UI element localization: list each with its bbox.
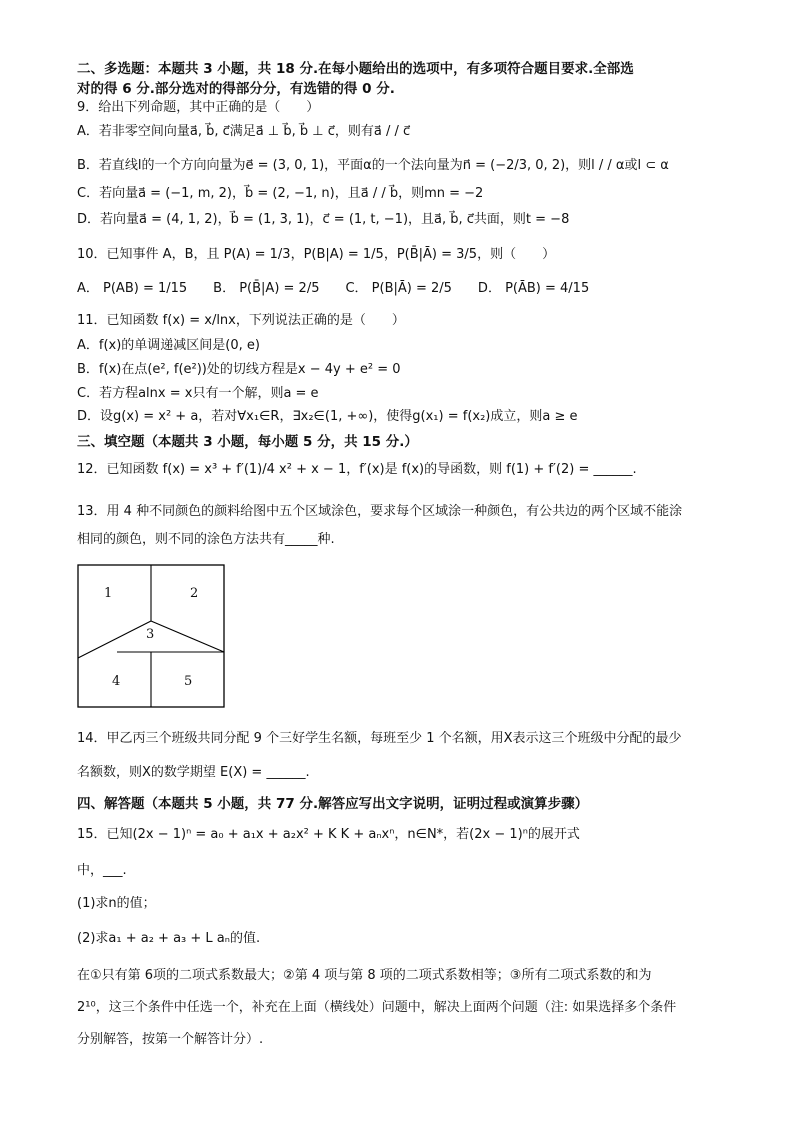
q9-option-a: A．若非零空间向量a⃗, b⃗, c⃗满足a⃗ ⊥ b⃗, b⃗ ⊥ c⃗，则有a⃗ / / c⃗ bbox=[77, 124, 411, 139]
q11-stem: 11．已知函数 f(x) = x/lnx，下列说法正确的是（ ） bbox=[77, 313, 405, 328]
q11-option-a: A．f(x)的单调递减区间是(0, e) bbox=[77, 338, 260, 353]
q9-option-c: C．若向量a⃗ = (−1, m, 2)，b⃗ = (2, −1, n)，且a⃗ / / b⃗，则mn = −2 bbox=[77, 186, 484, 201]
region-1-label: 1 bbox=[104, 586, 113, 601]
answer-section-header: 四、解答题（本题共 5 小题，共 77 分.解答应写出文字说明，证明过程或演算步骤） bbox=[77, 796, 589, 812]
q15-part1: (1)求n的值； bbox=[77, 896, 156, 911]
q9-option-d: D．若向量a⃗ = (4, 1, 2)，b⃗ = (1, 3, 1)，c⃗ = (1, t, −1)，且a⃗, b⃗, c⃗共面，则t = −8 bbox=[77, 212, 570, 227]
q15-part2: (2)求a₁ + a₂ + a₃ + L aₙ的值. bbox=[77, 931, 261, 946]
q12-text: 12．已知函数 f(x) = x³ + f′(1)/4 x² + x − 1，f′(x)是 f(x)的导函数，则 f(1) + f′(2) = ______. bbox=[77, 462, 637, 477]
fill-in-header: 三、填空题（本题共 3 小题，每小题 5 分，共 15 分.） bbox=[77, 434, 418, 450]
q11-option-d: D．设g(x) = x² + a，若对∀x₁∈R，∃x₂∈(1, +∞)，使得g(x₁) = f(x₂)成立，则a ≥ e bbox=[77, 409, 578, 424]
region-2-label: 2 bbox=[190, 586, 199, 601]
q15-condition-line1: 在①只有第 6项的二项式系数最大；②第 4 项与第 8 项的二项式系数相等；③所有二项式系数的和为 bbox=[77, 968, 652, 983]
q9-stem: 9．给出下列命题，其中正确的是（ ） bbox=[77, 100, 320, 115]
q15-line1: 15．已知(2x − 1)ⁿ = a₀ + a₁x + a₂x² + K K + aₙxⁿ，n∈N*，若(2x − 1)ⁿ的展开式 bbox=[77, 827, 580, 842]
multi-choice-header-line2: 对的得 6 分.部分选对的得部分分，有选错的得 0 分. bbox=[77, 81, 395, 97]
region-4-label: 4 bbox=[112, 674, 121, 689]
q15-line2: 中，___. bbox=[77, 863, 127, 878]
q14-line2: 名额数，则X的数学期望 E(X) = ______. bbox=[77, 765, 310, 780]
q11-option-c: C．若方程alnx = x只有一个解，则a = e bbox=[77, 386, 319, 401]
q13-region-figure bbox=[77, 564, 225, 708]
q15-condition-line3: 分别解答，按第一个解答计分）. bbox=[77, 1032, 264, 1047]
q10-options: A． P(AB) = 1/15 B． P(B̄|A) = 2/5 C． P(B|Ā) = 2/5 D． P(ĀB) = 4/15 bbox=[77, 281, 590, 296]
q11-option-b: B．f(x)在点(e², f(e²))处的切线方程是x − 4y + e² = 0 bbox=[77, 362, 401, 377]
q9-option-b: B．若直线l的一个方向向量为e⃗ = (3, 0, 1)，平面α的一个法向量为n⃗ = (−2/3, 0, 2)，则l / / α或l ⊂ α bbox=[77, 158, 669, 173]
region-5-label: 5 bbox=[184, 674, 193, 689]
q13-line2: 相同的颜色，则不同的涂色方法共有_____种. bbox=[77, 532, 335, 547]
q13-line1: 13．用 4 种不同颜色的颜料给图中五个区域涂色，要求每个区域涂一种颜色，有公共边的两个区域不能涂 bbox=[77, 504, 683, 519]
multi-choice-header-line1: 二、多选题：本题共 3 小题，共 18 分.在每小题给出的选项中，有多项符合题目要求.全部选 bbox=[77, 61, 634, 77]
q14-line1: 14．甲乙丙三个班级共同分配 9 个三好学生名额，每班至少 1 个名额，用X表示这三个班级中分配的最少 bbox=[77, 731, 682, 746]
region-3-label: 3 bbox=[146, 627, 155, 642]
q15-condition-line2: 2¹⁰，这三个条件中任选一个，补充在上面（横线处）问题中，解决上面两个问题（注: 如果选择多个条件 bbox=[77, 1000, 677, 1015]
q10-stem: 10．已知事件 A，B，且 P(A) = 1/3，P(B|A) = 1/5，P(B̄|Ā) = 3/5，则（ ） bbox=[77, 247, 556, 262]
